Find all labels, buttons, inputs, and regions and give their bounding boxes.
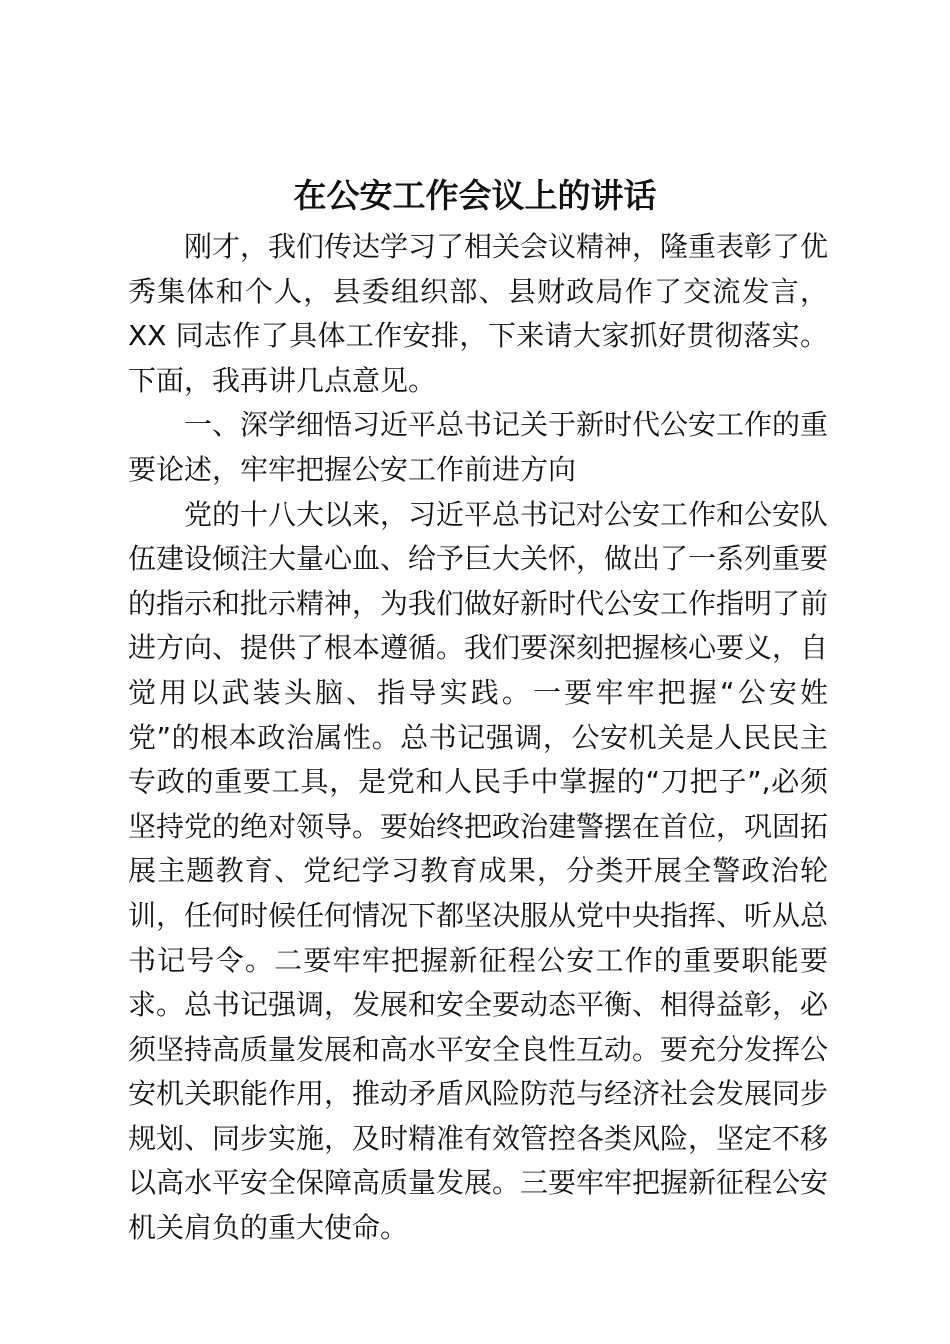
section-heading-1: 一、深学细悟习近平总书记关于新时代公安工作的重要论述，牢牢把握公安工作前进方向 bbox=[128, 408, 829, 486]
document-body bbox=[128, 225, 828, 1251]
paragraph-section-1: 党的十八大以来，习近平总书记对公安工作和公安队伍建设倾注大量心血、给予巨大关怀，做出了一系列重要的指示和批示精神，为我们做好新时代公安工作指明了前进方向、提供了根本遵循。我们要深刻把握核心要义，自觉用以武装头脑、指导实践。一要牢牢把握“公安姓党”的根本政治属性。总书记强调，公安机关是人民民主专政的重要工具，是党和人民手中掌握的“刀把子”,必须坚持党的绝对领导。要始终把政治建警摆在首位，巩固拓展主题教育、党纪学习教育成果，分类开展全警政治轮训，任何时候任何情况下都坚决服从党中央指挥、听从总书记号令。二要牢牢把握新征程公安工作的重要职能要求。总书记强调，发展和安全要动态平衡、相得益彰，必须坚持高质量发展和高水平安全良性互动。要充分发挥公安机关职能作用，推动矛盾风险防范与经济社会发展同步规划、同步实施，及时精准有效管控各类风险，坚定不移以高水平安全保障高质量发展。三要牢牢把握新征程公安机关肩负的重大使命。 bbox=[128, 497, 829, 1245]
document-title: 在公安工作会议上的讲话 bbox=[293, 176, 657, 215]
paragraph-opening: 刚才，我们传达学习了相关会议精神，隆重表彰了优秀集体和个人，县委组织部、县财政局作了交流发言，XX 同志作了具体工作安排，下来请大家抓好贯彻落实。下面，我再讲几点意见。 bbox=[128, 230, 829, 397]
